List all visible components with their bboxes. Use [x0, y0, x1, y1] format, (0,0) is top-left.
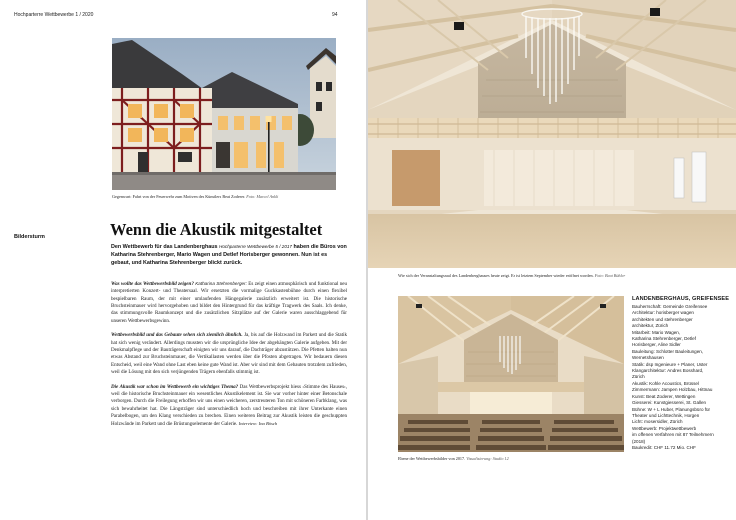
lead-text-rest: haben die Büros von Katharina Stehrenberger, Mario Wagen und Detlef Horisberger gewonnen. Nun ist es gebaut, und Katharina Stehrenberger blickt zurück. — [111, 244, 347, 266]
facts-line: Statik: dsp Ingenieure + Planer, Uster — [632, 361, 708, 367]
page-number: 94 — [332, 12, 338, 18]
facts-line: Bauherrschaft: Gemeinde Greifensee — [632, 304, 708, 309]
section-label: Bildersturm — [14, 234, 45, 240]
article-lead — [111, 243, 347, 267]
hall-photo-credit: Foto: Beat Bühler — [594, 273, 626, 278]
facts-title: LANDENBERGHAUS, GREIFENSEE — [632, 296, 730, 302]
hall-photo — [368, 0, 736, 268]
lead-text: Den Wettbewerb für das Landenberghaus — [111, 244, 218, 250]
facts-line: Klangarchitektur: Andres Bosshard, — [632, 368, 704, 374]
facts-line: Baukredit: CHF 11.72 Mio. CHF — [632, 444, 696, 450]
answer-2: Ja, bis auf die Holzwand im Parkett und die Statik hat sich wenig verändert. Allerdings mussten wir die ursprüngliche Idee der abgehängten Galerie aufgeben. Mit der Denkmalpflege und der Bauträgerschaft einigten wir uns darauf, die Dachträger abzustützen. Die Pfetten halten nun etwas Abstand zur Bruchsteinmauer, die Vertikallasten werden über die Pfosten abgetragen. Wir bedauern diesen Entscheid, weil eine Wand ohne Last eben keine gute Wand ist. Aber wir sind mit dem Gebauten trotzdem zufrieden, weil die Lösung mit den sich verjüngenden Trägern ebenfalls stimmig ist. — [111, 332, 348, 376]
facts-line: Horisberger, Aline Sidler — [632, 342, 681, 348]
building-photo-caption — [112, 194, 336, 199]
building-photo — [112, 38, 336, 190]
interview-signature: Interview: Ina Bösch — [238, 421, 278, 427]
facts-line: architektur, Zürich — [632, 323, 669, 329]
right-page — [368, 0, 736, 520]
paragraph-3 — [111, 384, 347, 429]
competition-rendering — [398, 296, 624, 452]
facts-line: Zimmermann: Jampen Holzbau, Hittnau — [632, 387, 713, 393]
lead-source: Hochparterre Wettbewerbe 5 / 2017 — [219, 244, 292, 249]
answer-3: Das Wettbewerbsprojekt hiess ‹Stimme des Hauses›, weil die historische Bruchsteinmauer ein wesentliches Akustikelement ist. Sie war vorher hinter einer Betonschale verborgen. Durch die Freilegung erhoffen wir uns einen weicheren, zerstreuteren Ton mit schöneren Farbklang, was sich bewahrheitet hat. Die Längsträger sind unterschiedlich hoch und beschreiben mit ihrer Unterkante einen Parabelbogen, um den Klang verschieden zu brechen. Einen weiteren Beitrag zur Akustik leisten die geschuppten Holzwände im Parkett und die Brüstungselemente der Galerie. — [111, 383, 347, 428]
facts-line: Bühne: W + L Huber, Planungsbüro für — [632, 406, 711, 412]
facts-line: Architektur: horisberger wagen — [632, 310, 694, 316]
project-facts-box — [632, 296, 732, 451]
rendering-caption — [398, 456, 624, 461]
facts-line: (2018) — [632, 438, 646, 444]
facts-line: Wernetshausen — [632, 355, 664, 361]
facts-line: im offenen Verfahren mit 87 Teilnehmern — [632, 432, 714, 438]
hall-caption-text: Wie sich der Veranstaltungsraal des Landenberghauses heute zeigt. Er ist letztem September wieder eröffnet worden. — [398, 273, 594, 278]
question-1: Was wollte das Wettbewerbsbild zeigen? — [111, 281, 194, 287]
paragraph-1 — [111, 280, 347, 325]
caption-text: Gegenwart: Fahrt von der Feuerwehr zum Motiven des Künstlers Beat Zoderer. — [112, 194, 246, 199]
answer-1: Es zeigt einen atmosphärisch und funktional neu interpretierten Konzert- und Theatersaal. Wir ersetzten die vormalige Guckkastenbühne durch einen flexibel bespielbaren Raum, der mit einer umlaufenden Hängegalerie zusätzlich erweitert ist. Die historische Bruchsteinmauer wird hervorgehoben und bildet den Hintergrund für das kräftige Tragwerk des Saals. Ich denke, das stimmungsvolle Raumkonzept und die zusätzlichen Sitzplätze auf der Galerie waren ausschlaggebend für unseren Wettbewerbsgewinn. — [111, 281, 348, 324]
question-3: Die Akustik war schon im Wettbewerb ein wichtiges Thema? — [111, 383, 239, 390]
facts-line: Giesserei: Kunstgiesserei, St. Gallen — [632, 400, 707, 406]
facts-line: Akustik: Kohle Acoustics, Brüssel — [632, 380, 699, 386]
running-head: Hochparterre Wettbewerbe 1 / 2020 — [14, 12, 94, 18]
question-2: Wettbewerbsbild und das Gebaute sehen sich ziemlich ähnlich. — [111, 332, 243, 339]
facts-line: Zürich — [632, 374, 645, 380]
facts-line: Licht: mosersidler, Zürich — [632, 419, 683, 425]
render-credit: Visualisierung: Studio 12 — [466, 456, 509, 461]
facts-line: Wettbewerb: Projektwettbewerb — [632, 425, 697, 431]
facts-line: Kunst: Beat Zoderer, Wettingen — [632, 393, 696, 399]
facts-line: Theater und Lichttechnik, Horgen — [632, 412, 700, 418]
answer-1-speaker: Katharina Stehrenberger: — [195, 281, 247, 286]
photo-credit: Foto: Marcel Ankli — [246, 194, 279, 199]
article-body — [111, 280, 347, 436]
facts-line: Katharina Stehrenberger, Detlef — [632, 336, 696, 342]
hall-photo-caption — [398, 273, 718, 278]
render-caption-text: Ebene der Wettbewerbsbilder von 2017. — [398, 456, 466, 461]
facts-line: Bauleitung: Schlotter Bauleitungen, — [632, 348, 704, 354]
left-page — [0, 0, 366, 520]
paragraph-2 — [111, 332, 347, 376]
facts-line: Mitarbeit: Mario Wagen, — [632, 329, 681, 335]
article-headline: Wenn die Akustik mitgestaltet — [110, 220, 323, 239]
facts-line: architekten und stehrenberger — [632, 316, 693, 322]
